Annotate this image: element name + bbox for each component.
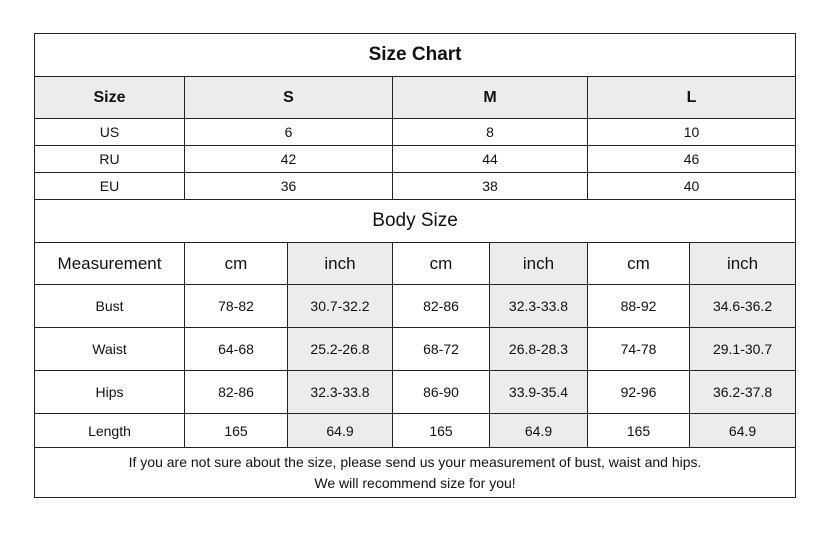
standard-size-value: 10 [588,119,796,146]
measurement-value: 32.3-33.8 [490,285,588,328]
measurement-value: 78-82 [185,285,288,328]
measurement-value: 25.2-26.8 [288,328,393,371]
measurement-header-label: Measurement [35,243,185,285]
measurement-value: 165 [393,414,490,448]
body-size-title: Body Size [35,200,796,243]
measurement-value: 29.1-30.7 [690,328,796,371]
standard-size-row-eu [35,173,796,200]
measurement-header-row [35,243,796,285]
size-chart-table [34,33,796,498]
measurement-row-hips [35,371,796,414]
title-row [35,34,796,77]
unit-header-cm: cm [393,243,490,285]
note-line-2: We will recommend size for you! [314,474,516,491]
measurement-label: Length [35,414,185,448]
measurement-label: Waist [35,328,185,371]
unit-header-inch: inch [490,243,588,285]
note-cell [35,448,796,498]
size-header-row [35,77,796,119]
standard-size-value: 42 [185,146,393,173]
standard-size-value: 8 [393,119,588,146]
unit-header-inch: inch [690,243,796,285]
measurement-value: 82-86 [393,285,490,328]
measurement-value: 92-96 [588,371,690,414]
chart-title: Size Chart [35,34,796,77]
size-header-s: S [185,77,393,119]
measurement-label: Bust [35,285,185,328]
unit-header-inch: inch [288,243,393,285]
body-size-title-row [35,200,796,243]
standard-size-value: 40 [588,173,796,200]
standard-size-value: 44 [393,146,588,173]
standard-size-label: US [35,119,185,146]
standard-size-value: 46 [588,146,796,173]
measurement-value: 88-92 [588,285,690,328]
standard-size-value: 36 [185,173,393,200]
measurement-value: 82-86 [185,371,288,414]
standard-size-label: EU [35,173,185,200]
measurement-row-waist [35,328,796,371]
measurement-value: 64.9 [288,414,393,448]
measurement-value: 64.9 [490,414,588,448]
measurement-value: 34.6-36.2 [690,285,796,328]
standard-size-value: 6 [185,119,393,146]
standard-size-row-us [35,119,796,146]
measurement-value: 165 [185,414,288,448]
note-line-1: If you are not sure about the size, please send us your measurement of bust, waist and hips. [128,453,702,470]
measurement-value: 74-78 [588,328,690,371]
measurement-value: 33.9-35.4 [490,371,588,414]
size-header-m: M [393,77,588,119]
unit-header-cm: cm [185,243,288,285]
standard-size-label: RU [35,146,185,173]
measurement-value: 86-90 [393,371,490,414]
note-row [35,448,796,498]
standard-size-row-ru [35,146,796,173]
standard-size-value: 38 [393,173,588,200]
size-header-label: Size [35,77,185,119]
measurement-value: 36.2-37.8 [690,371,796,414]
unit-header-cm: cm [588,243,690,285]
size-header-l: L [588,77,796,119]
measurement-value: 68-72 [393,328,490,371]
size-chart-sheet [34,33,795,503]
measurement-row-length [35,414,796,448]
measurement-value: 64.9 [690,414,796,448]
measurement-label: Hips [35,371,185,414]
measurement-value: 165 [588,414,690,448]
measurement-value: 64-68 [185,328,288,371]
measurement-value: 30.7-32.2 [288,285,393,328]
measurement-value: 26.8-28.3 [490,328,588,371]
measurement-value: 32.3-33.8 [288,371,393,414]
measurement-row-bust [35,285,796,328]
